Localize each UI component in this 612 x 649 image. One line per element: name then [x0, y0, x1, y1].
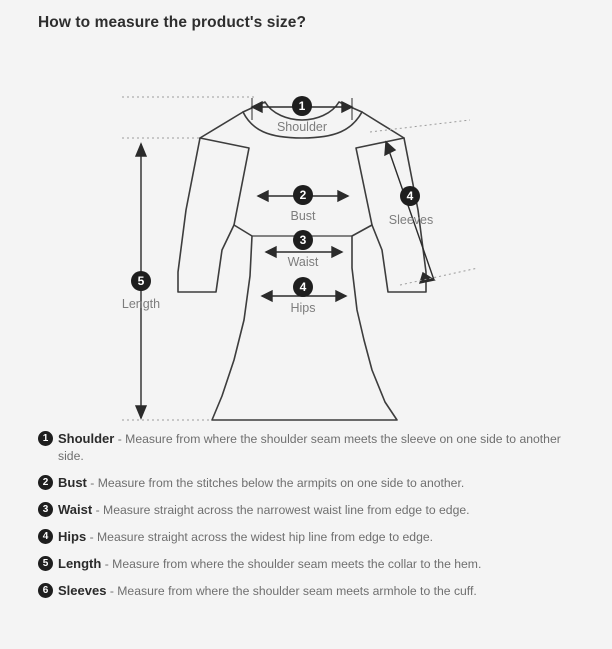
legend-term-waist: Waist	[58, 502, 93, 517]
legend-item-waist	[38, 501, 578, 519]
legend-item-hips	[38, 528, 578, 546]
legend-desc-waist: - Measure straight across the narrowest waist line from edge to edge.	[95, 503, 470, 517]
legend-term-shoulder: Shoulder	[58, 431, 115, 446]
legend-desc-sleeves: - Measure from where the shoulder seam meets armhole to the cuff.	[109, 584, 477, 598]
legend-item-sleeves	[38, 582, 578, 600]
legend-term-sleeves: Sleeves	[58, 583, 107, 598]
marker-label-shoulder: Shoulder	[276, 120, 328, 134]
measurement-diagram	[0, 40, 612, 425]
legend-badge-6: 6	[38, 583, 53, 598]
legend-badge-2: 2	[38, 475, 53, 490]
legend-desc-hips: - Measure straight across the widest hip line from edge to edge.	[89, 530, 434, 544]
marker-badge-length: 5	[131, 271, 151, 291]
legend-item-shoulder	[38, 430, 578, 465]
legend-item-bust	[38, 474, 578, 492]
marker-badge-hips: 4	[293, 277, 313, 297]
legend-term-bust: Bust	[58, 475, 87, 490]
measurement-legend	[38, 430, 578, 609]
page-title: How to measure the product's size?	[38, 14, 307, 31]
legend-item-length	[38, 555, 578, 573]
legend-desc-length: - Measure from where the shoulder seam meets the collar to the hem.	[104, 557, 482, 571]
legend-desc-shoulder: - Measure from where the shoulder seam meets the sleeve on one side to another side.	[58, 432, 561, 463]
legend-badge-5: 5	[38, 556, 53, 571]
legend-desc-bust: - Measure from the stitches below the armpits on one side to another.	[90, 476, 465, 490]
marker-label-bust: Bust	[290, 209, 316, 223]
legend-badge-1: 1	[38, 431, 53, 446]
marker-badge-sleeves: 4	[400, 186, 420, 206]
marker-badge-waist: 3	[293, 230, 313, 250]
marker-label-sleeves: Sleeves	[388, 213, 434, 227]
legend-badge-3: 3	[38, 502, 53, 517]
legend-term-length: Length	[58, 556, 102, 571]
marker-badge-bust: 2	[293, 185, 313, 205]
legend-badge-4: 4	[38, 529, 53, 544]
marker-label-waist: Waist	[287, 255, 319, 269]
marker-badge-shoulder: 1	[292, 96, 312, 116]
legend-term-hips: Hips	[58, 529, 87, 544]
marker-label-hips: Hips	[290, 301, 316, 315]
marker-label-length: Length	[121, 297, 161, 311]
